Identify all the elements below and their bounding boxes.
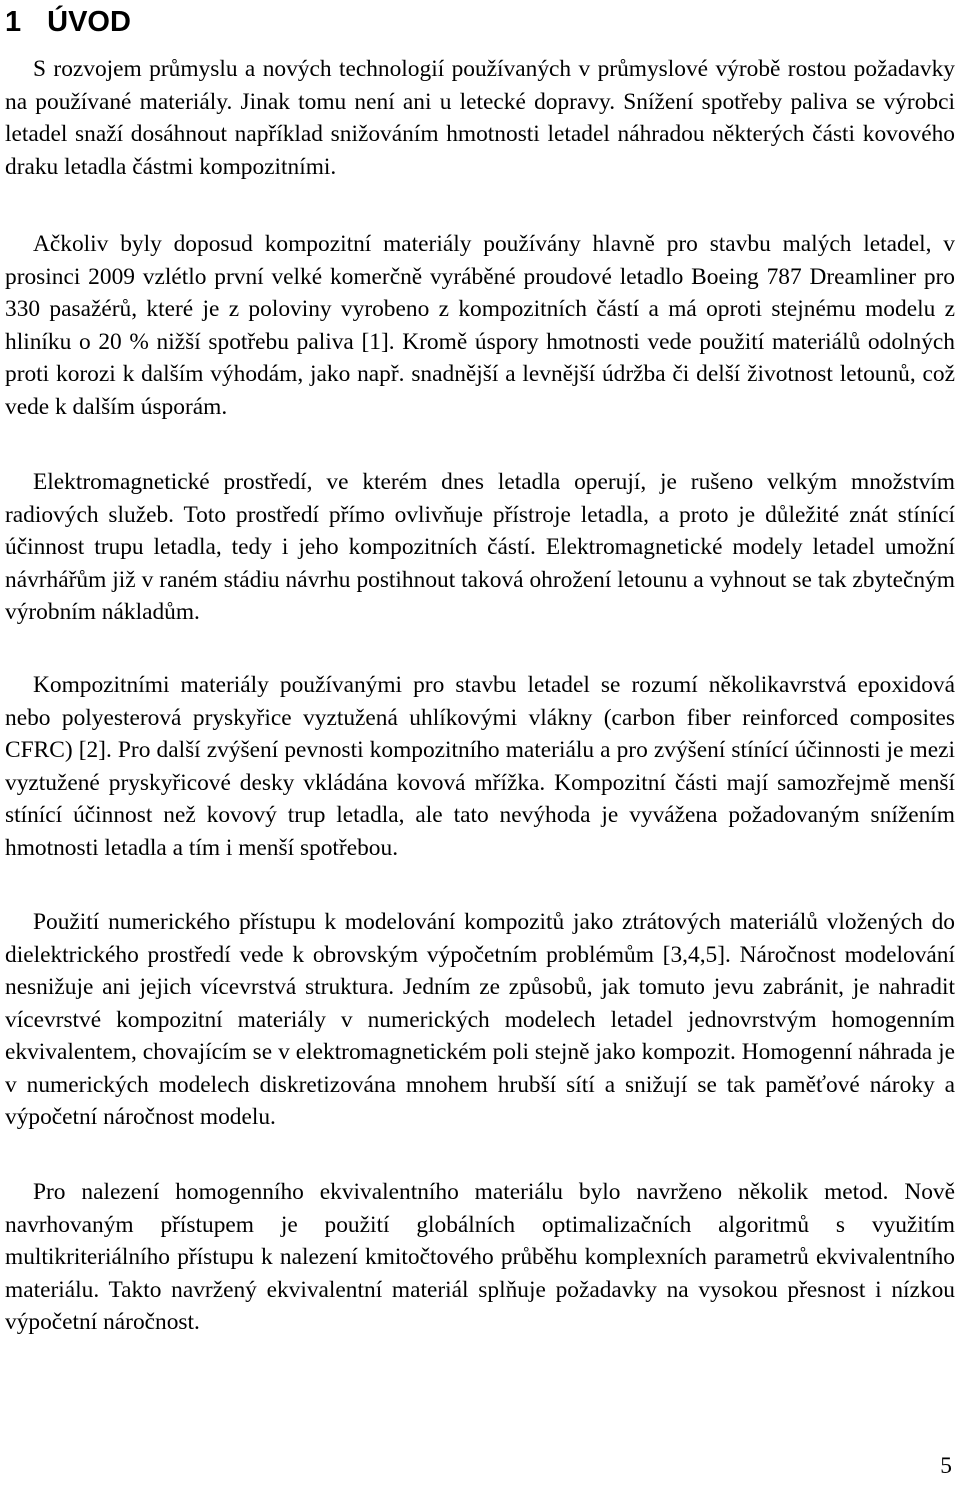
section-heading: [5, 5, 131, 39]
paragraph: Použití numerického přístupu k modelování kompozitů jako ztrátových materiálů vložených do dielektrického prostředí vede k obrovským výpočetním problémům [3,4,5]. Náročnost modelování nesnižuje ani jejich vícevrstvá struktura. Jedním ze způsobů, jak tomuto jevu zabránit, je nahradit vícevrstvé kompozitní materiály v numerických modelech letadel jednovrstvým homogenním ekvivalentem, chovajícím se v elektromagnetickém poli stejně jako kompozit. Homogenní náhrada je v numerických modelech diskretizována mnohem hrubší sítí a snižují se tak paměťové nároky a výpočetní náročnost modelu.: [5, 909, 955, 1130]
page-number: 5: [940, 1453, 952, 1479]
paragraph: Ačkoliv byly doposud kompozitní materiály používány hlavně pro stavbu malých letadel, v prosinci 2009 vzlétlo první velké komerčně vyráběné proudové letadlo Boeing 787 Dreamliner pro 330 pasažérů, které je z poloviny vyrobeno z kompozitních částí a má oproti stejnému modelu z hliníku o 20 % nižší spotřebu paliva [1]. Kromě úspory hmotnosti vede použití materiálů odolných proti korozi k dalším výhodám, jako např. snadnější a levnější údržba či delší životnost letounů, což vede k dalším úsporám.: [5, 231, 955, 420]
paragraph: Pro nalezení homogenního ekvivalentního materiálu bylo navrženo několik metod. Nově navrhovaným přístupem je použití globálních optimalizačních algoritmů s využitím multikriteriálního přístupu k nalezení kmitočtového průběhu komplexních parametrů ekvivalentního materiálu. Takto navržený ekvivalentní materiál splňuje požadavky na vysokou přesnost i nízkou výpočetní náročnost.: [5, 1179, 955, 1335]
section-title: ÚVOD: [47, 6, 131, 38]
section-number: 1: [5, 6, 22, 38]
paragraph: Kompozitními materiály používanými pro stavbu letadel se rozumí několikavrstvá epoxidová nebo polyesterová pryskyřice vyztužená uhlíkovými vlákny (carbon fiber reinforced composites CFRC) [2]. Pro další zvýšení pevnosti kompozitního materiálu a pro zvýšení stínící účinnosti je mezi vyztužené pryskyřicové desky vkládána kovová mřížka. Kompozitní části mají samozřejmě menší stínící účinnost než kovový trup letadla, ale tato nevýhoda je vyvážena požadovaným snížením hmotnosti letadla a tím i menší spotřebou.: [5, 672, 955, 861]
paragraph: S rozvojem průmyslu a nových technologií používaných v průmyslové výrobě rostou požadavky na používané materiály. Jinak tomu není ani u letecké dopravy. Snížení spotřeby paliva se výrobci letadel snaží dosáhnout například snižováním hmotnosti letadel náhradou některých části kovového draku letadla částmi kompozitními.: [5, 56, 955, 180]
paragraph: Elektromagnetické prostředí, ve kterém dnes letadla operují, je rušeno velkým množstvím radiových služeb. Toto prostředí přímo ovlivňuje přístroje letadla, a proto je důležité znát stínící účinnost trupu letadla, tedy i jeho kompozitních částí. Elektromagnetické modely letadel umožní návrhářům již v raném stádiu návrhu postihnout taková ohrožení letounu a vyhnout se tak zbytečným výrobním nákladům.: [5, 469, 955, 625]
